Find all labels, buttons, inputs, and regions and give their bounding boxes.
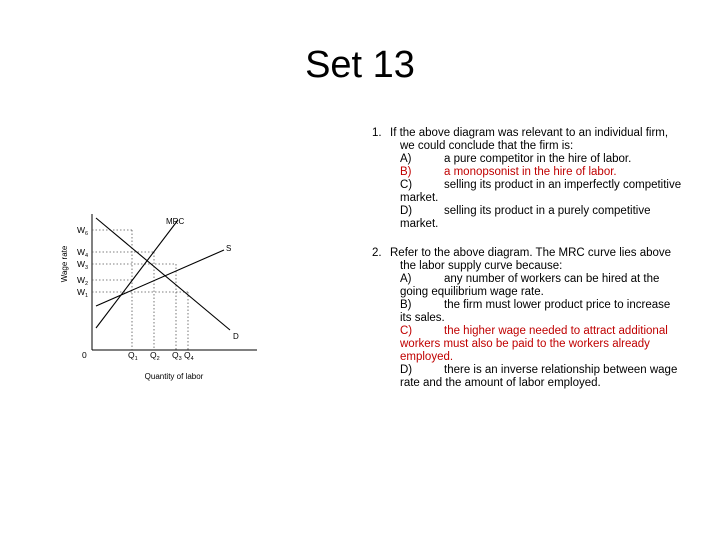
- demand-label: D: [233, 332, 239, 341]
- answer-option: C) selling its product in an imperfectly competitive market.: [400, 179, 682, 204]
- question-2: [372, 247, 682, 390]
- labor-market-diagram: [52, 206, 262, 386]
- answer-option: D) selling its product in a purely competitive market.: [400, 205, 651, 230]
- origin-label: 0: [82, 350, 87, 360]
- wage-label: $W_3$: [77, 259, 89, 271]
- x-axis-label: Quantity of labor: [144, 372, 204, 381]
- slide-title: Set 13: [305, 44, 415, 86]
- question-number: 2.: [372, 247, 382, 259]
- answer-option: A) a pure competitor in the hire of labor.: [400, 153, 632, 165]
- wage-label: $W_4$: [77, 247, 89, 259]
- question-text: Refer to the above diagram. The MRC curve lies above the labor supply curve because:: [390, 247, 672, 272]
- answer-option: B) the firm must lower product price to increase its sales.: [400, 299, 671, 324]
- y-axis-label: Wage rate: [60, 245, 69, 283]
- quantity-label: $Q_2$: [150, 350, 160, 362]
- answer-option: D) there is an inverse relationship between wage rate and the amount of labor employed.: [400, 364, 678, 389]
- quantity-label: $Q_4$: [184, 350, 194, 362]
- guide-lines: [92, 230, 188, 350]
- supply-label: S: [226, 244, 232, 253]
- mrc-curve: [96, 220, 178, 328]
- question-number: 1.: [372, 127, 382, 139]
- quantity-label: $Q_3$: [172, 350, 182, 362]
- demand-curve: [96, 218, 230, 330]
- mrc-label: MRC: [166, 217, 185, 226]
- question-list: [372, 127, 682, 406]
- answer-option-correct: C) the higher wage needed to attract additional workers must also be paid to the workers already employed.: [400, 325, 668, 363]
- wage-label: $W_6$: [77, 225, 89, 237]
- answer-option-correct: B) a monopsonist in the hire of labor.: [400, 166, 617, 178]
- question-stem: [372, 247, 682, 273]
- wage-label: $W_2$: [77, 275, 89, 287]
- wage-label: $W_1$: [77, 287, 89, 299]
- quantity-label: $Q_1$: [128, 350, 138, 362]
- supply-curve: [96, 250, 224, 306]
- question-stem: [372, 127, 682, 153]
- question-1: [372, 127, 682, 231]
- question-text: If the above diagram was relevant to an individual firm, we could conclude that the firm is:: [390, 127, 669, 152]
- answer-option: A) any number of workers can be hired at the going equilibrium wage rate.: [400, 273, 660, 298]
